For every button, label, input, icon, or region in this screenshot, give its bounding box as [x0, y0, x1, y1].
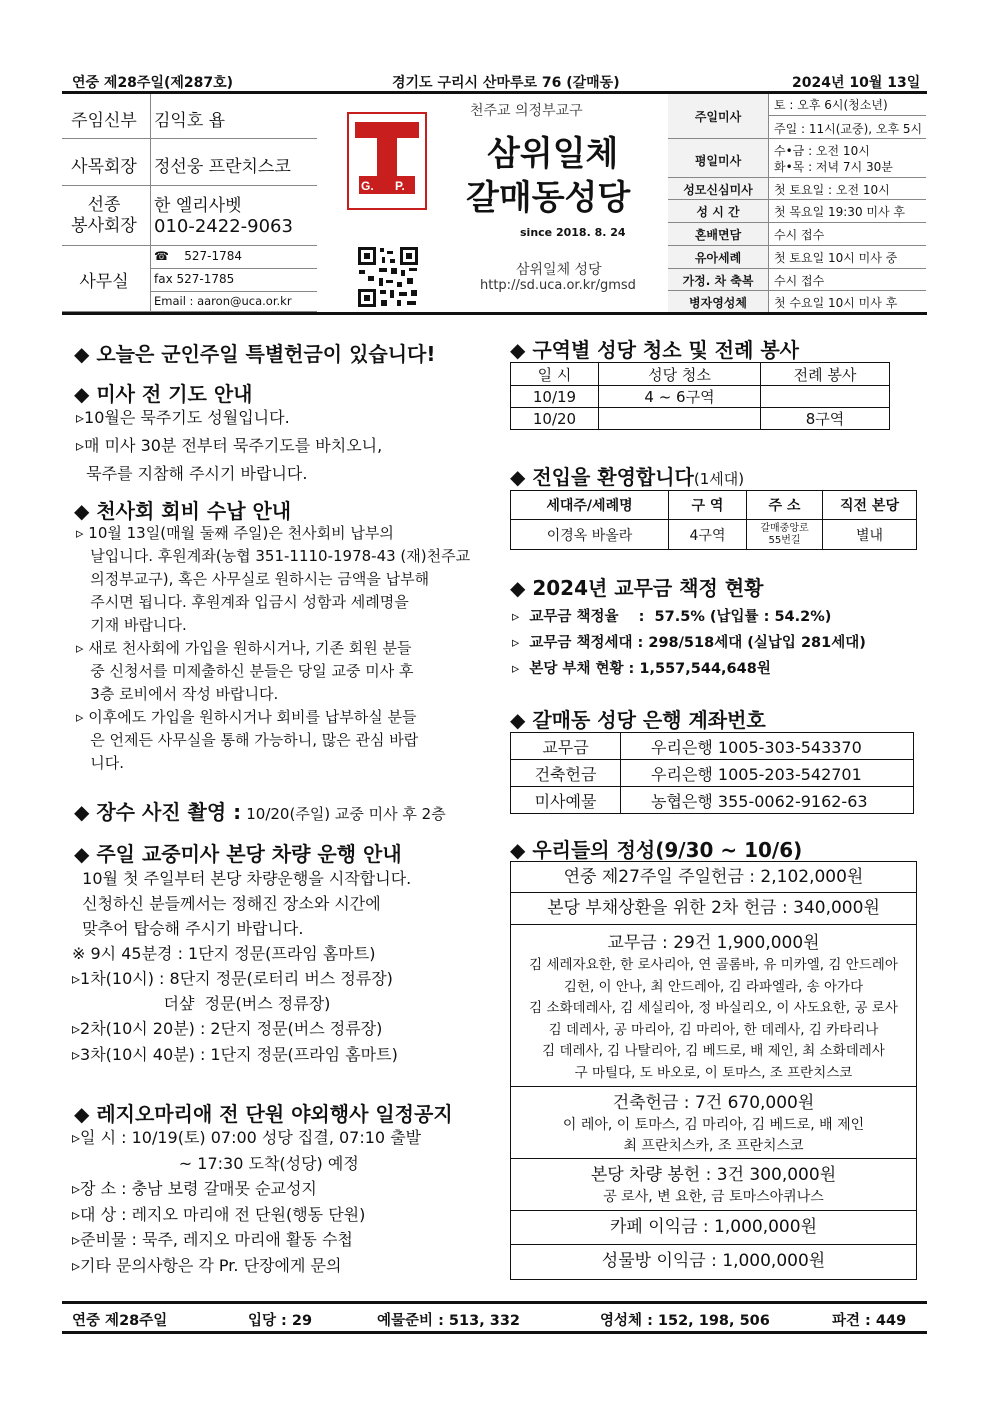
schedule-label: 평일미사: [694, 154, 742, 168]
text-line: 10월 첫 주일부터 본당 차량운행을 시작합니다.: [72, 869, 412, 888]
text-line: 주시면 됩니다. 후원계좌 입금시 성함과 세례명을: [76, 593, 409, 611]
table-header: 주 소: [747, 491, 823, 520]
mass-schedule: [668, 94, 926, 312]
text-line: 묵주를 지참해 주시기 바랍니다.: [76, 464, 308, 483]
schedule-value: 첫 토요일 10시 미사 중: [774, 251, 898, 265]
table-cell: 8구역: [761, 408, 890, 430]
schedule-value: 화•목 : 저녁 7시 30분: [774, 160, 893, 174]
staff-row-priest: [62, 94, 317, 139]
church-logo: [347, 112, 427, 210]
text-line: 더샾 정문(버스 정류장): [72, 994, 331, 1013]
text-line: ▹준비물 : 묵주, 레지오 마리애 활동 수첩: [72, 1230, 353, 1249]
text-line: 은 언제든 사무실을 통해 가능하니, 많은 관심 바랍: [76, 731, 419, 749]
table-cell: 교무금: [511, 733, 621, 760]
table-cell: 이경옥 바올라: [511, 520, 669, 550]
donor-line: 이 레아, 이 토마스, 김 마리아, 김 베드로, 배 제인: [562, 1117, 865, 1133]
footer-communion: 영성체 : 152, 198, 506: [600, 1313, 770, 1329]
donor-line: 구 마틸다, 도 바오로, 이 토마스, 조 프란치스코: [574, 1064, 853, 1081]
table-cell: 4구역: [669, 520, 747, 550]
cleaning-table: [510, 362, 890, 430]
offering-debt: 본당 부채상환을 위한 2차 헌금 : 340,000원: [511, 893, 916, 925]
donor-line: 김 소화데레사, 김 세실리아, 정 바실리오, 이 사도요한, 공 로사: [529, 1000, 898, 1016]
table-header: 세대주/세례명: [511, 491, 669, 520]
text-line: ※ 9시 45분경 : 1단지 정문(프라임 홈마트): [72, 944, 376, 963]
table-cell: 건축헌금: [511, 760, 621, 787]
table-cell: 별내: [823, 520, 917, 550]
newcomers-table: [510, 490, 917, 550]
text-line: ▹기타 문의사항은 각 Pr. 단장에게 문의: [72, 1255, 342, 1275]
table-header: 구 역: [669, 491, 747, 520]
table-cell: 농협은행 355-0062-9162-63: [621, 787, 914, 814]
section-dues-body: [512, 604, 866, 682]
founded-date: since 2018. 8. 24: [520, 226, 626, 239]
offering-dues: [511, 925, 916, 1087]
schedule-value: 첫 목요일 19:30 미사 후: [774, 205, 905, 219]
text-line: 기재 바랍니다.: [76, 616, 187, 634]
schedule-label: 성모신심미사: [683, 183, 753, 197]
table-cell: 미사예물: [511, 787, 621, 814]
staff-value: 정선웅 프란치스코: [154, 157, 291, 177]
schedule-value: 수시 접수: [774, 274, 825, 288]
issue-number: 연중 제28주일(제287호): [72, 75, 234, 91]
schedule-value: 첫 수요일 10시 미사 후: [774, 296, 898, 310]
footer-stats: [62, 1306, 927, 1330]
telephone-icon: ☎: [154, 249, 169, 263]
section-legio-body: [72, 1125, 421, 1278]
diocese-name: 천주교 의정부교구: [470, 103, 583, 119]
offering-cafe: 카페 이익금 : 1,000,000원: [511, 1211, 916, 1245]
church-name-1: 삼위일체: [487, 134, 619, 174]
section-legio-title: ◆ 레지오마리애 전 단원 야외행사 일정공지: [74, 1102, 453, 1126]
donor-line: 김 세레자요한, 한 로사리아, 연 골롬바, 유 미카엘, 김 안드레아: [529, 957, 898, 973]
schedule-value: 주일 : 11시(교중), 오후 5시: [774, 122, 923, 136]
text-line: 3층 로비에서 작성 바랍니다.: [76, 685, 279, 703]
offering-dues-title: 교무금 : 29건 1,900,000원: [607, 933, 820, 953]
schedule-label: 가정. 차 축복: [682, 274, 754, 288]
footer-bottom-rule: [62, 1331, 927, 1334]
church-name-2: 갈매동성당: [466, 178, 631, 218]
footer-week: 연중 제28주일: [72, 1313, 168, 1329]
notice-special-collection: ◆ 오늘은 군인주일 특별헌금이 있습니다!: [74, 342, 436, 366]
footer-offertory: 예물준비 : 513, 332: [377, 1313, 521, 1329]
text-line: 중 신청서를 미제출하신 분들은 당일 교중 미사 후: [76, 662, 414, 680]
offerings-box: [510, 861, 917, 1280]
bank-accounts-table: [510, 732, 914, 814]
table-row: [511, 787, 914, 814]
text-line: ▹3차(10시 40분) : 1단지 정문(프라임 홈마트): [72, 1045, 398, 1064]
offering-building-title: 건축헌금 : 7건 670,000원: [612, 1093, 815, 1113]
schedule-value: 토 : 오후 6시(청소년): [774, 98, 888, 112]
text-line: 신청하신 분들께서는 정해진 장소와 시간에: [72, 894, 381, 913]
table-cell: 4 ~ 6구역: [599, 386, 761, 408]
donor-line: 김 데레사, 공 마리아, 김 마리아, 한 데레사, 김 카타리나: [548, 1021, 879, 1038]
text-line: ▹매 미사 30분 전부터 묵주기도를 바치오니,: [76, 436, 383, 455]
section-photo: [74, 796, 446, 825]
section-shuttle-title: ◆ 주일 교중미사 본당 차량 운행 안내: [74, 842, 402, 866]
section-photo-detail: 10/20(주일) 교중 미사 후 2층: [246, 805, 446, 823]
table-cell: 우리은행 1005-303-543370: [621, 733, 914, 760]
table-row: [511, 760, 914, 787]
footer-entrance: 입당 : 29: [248, 1313, 313, 1329]
staff-row-funeral: [62, 186, 317, 246]
schedule-label: 주일미사: [694, 110, 742, 124]
table-row: [511, 408, 890, 430]
text-line: ▹대 상 : 레지오 마리애 전 단원(행동 단원): [72, 1204, 366, 1224]
schedule-label: 유아세례: [694, 251, 742, 265]
text-line: ▹장 소 : 충남 보령 갈매못 순교성지: [72, 1179, 317, 1198]
issue-date: 2024년 10월 13일: [792, 75, 921, 91]
schedule-label: 병자영성체: [689, 296, 747, 310]
text-line: 의정부교구), 혹은 사무실로 원하시는 금액을 납부해: [76, 570, 430, 588]
offering-building: [511, 1087, 916, 1159]
section-offerings-title: ◆ 우리들의 정성(9/30 ~ 10/6): [510, 838, 803, 862]
offering-vehicle: [511, 1159, 916, 1211]
footer-dismissal: 파견 : 449: [832, 1313, 907, 1329]
section-prayer-body: [76, 406, 382, 486]
offering-giftshop: 성물방 이익금 : 1,000,000원: [601, 1251, 826, 1271]
schedule-value: 수•금 : 오전 10시: [774, 144, 870, 158]
section-angels-title: ◆ 천사회 회비 수납 안내: [74, 499, 292, 523]
text-line: 날입니다. 후원계좌(농협 351-1110-1978-43 (재)천주교: [76, 547, 471, 565]
text-line: 맞추어 탑승해 주시기 바랍니다.: [72, 919, 304, 938]
schedule-value: 첫 토요일 : 오전 10시: [774, 183, 890, 197]
staff-label: 선종 봉사회장: [71, 195, 137, 236]
qr-code-icon[interactable]: [357, 246, 419, 308]
header-divider: [62, 312, 927, 315]
site-name: 삼위일체 성당: [516, 262, 602, 278]
top-bar: [62, 70, 927, 92]
text-line: ▹ 이후에도 가입을 원하시거나 회비를 납부하실 분들: [76, 708, 417, 726]
offering-vehicle-title: 본당 차량 봉헌 : 3건 300,000원: [590, 1165, 837, 1185]
text-line: ~ 17:30 도착(성당) 예정: [72, 1153, 359, 1173]
site-url[interactable]: http://sd.uca.or.kr/gmsd: [480, 278, 636, 293]
staff-label: 사목회장: [71, 157, 137, 177]
donor-line: 최 프란치스카, 조 프란치스코: [623, 1138, 804, 1154]
table-cell: 10/20: [511, 408, 599, 430]
office-label: 사무실: [79, 272, 129, 292]
offering-sunday: 연중 제27주일 주일헌금 : 2,102,000원: [511, 862, 916, 893]
church-address: 경기도 구리시 산마루로 76 (갈매동): [392, 75, 620, 91]
office-phone-line: [154, 249, 242, 263]
table-row: [511, 386, 890, 408]
table-header: 일 시: [511, 363, 599, 386]
staff-label: 주임신부: [71, 111, 137, 131]
office-email[interactable]: Email : aaron@uca.or.kr: [154, 294, 292, 308]
logo-letter-g: G.: [361, 179, 374, 193]
table-cell: 갈매중앙로 55번길: [747, 520, 823, 550]
schedule-label: 성 시 간: [696, 205, 740, 219]
donor-line: 김 데레사, 김 나탈리아, 김 베드로, 배 제인, 최 소화데레사: [542, 1043, 885, 1059]
table-row: [511, 733, 914, 760]
table-header: 성당 청소: [599, 363, 761, 386]
donor-line: 공 로사, 변 요한, 금 토마스아퀴나스: [603, 1189, 824, 1205]
section-shuttle-body: [72, 866, 411, 1068]
text-line: ▹ 교무금 책정세대 : 298/518세대 (실납입 281세대): [512, 635, 866, 651]
text-line: ▹ 새로 천사회에 가입을 원하시거나, 기존 회원 분들: [76, 639, 412, 657]
section-welcome: [510, 461, 744, 490]
office-phone: 527-1784: [184, 249, 242, 263]
office-fax: fax 527-1785: [154, 272, 235, 286]
section-photo-title: ◆ 장수 사진 촬영 :: [74, 800, 242, 824]
table-row: [511, 520, 917, 550]
donor-line: 김헌, 이 안나, 최 안드레아, 김 라파엘라, 송 아가다: [563, 978, 864, 995]
section-welcome-count: (1세대): [693, 470, 745, 488]
text-line: ▹1차(10시) : 8단지 정문(로터리 버스 정류장): [72, 969, 393, 988]
table-cell: [761, 386, 890, 408]
text-line: ▹2차(10시 20분) : 2단지 정문(버스 정류장): [72, 1019, 383, 1038]
staff-value: 김익호 욥: [154, 111, 226, 131]
footer-top-rule: [62, 1301, 927, 1304]
text-line: ▹10월은 묵주기도 성월입니다.: [76, 408, 290, 427]
text-line: ▹일 시 : 10/19(토) 07:00 성당 집결, 07:10 출발: [72, 1128, 422, 1147]
table-cell: [599, 408, 761, 430]
section-angels-body: [76, 522, 470, 775]
office-block: [62, 246, 317, 312]
logo-letter-p: P.: [395, 179, 405, 193]
section-welcome-title: ◆ 전입을 환영합니다: [510, 465, 694, 489]
table-cell: 10/19: [511, 386, 599, 408]
section-prayer-title: ◆ 미사 전 기도 안내: [74, 382, 253, 406]
staff-row-council: [62, 139, 317, 186]
text-line: ▹ 10월 13일(매월 둘째 주일)은 천사회비 납부의: [76, 524, 394, 542]
text-line: ▹ 교무금 책정율 : 57.5% (납입률 : 54.2%): [512, 609, 832, 625]
staff-value: 한 엘리사벳: [154, 196, 242, 216]
table-header: 직전 본당: [823, 491, 917, 520]
table-header: 전례 봉사: [761, 363, 890, 386]
schedule-label: 혼배면담: [694, 228, 742, 242]
schedule-value: 수시 접수: [774, 228, 825, 242]
text-line: 니다.: [76, 754, 125, 772]
section-dues-title: ◆ 2024년 교무금 책정 현황: [510, 576, 764, 600]
section-cleaning-title: ◆ 구역별 성당 청소 및 전례 봉사: [510, 338, 799, 362]
staff-phone: 010-2422-9063: [154, 216, 293, 237]
table-cell: 우리은행 1005-203-542701: [621, 760, 914, 787]
section-bank-title: ◆ 갈매동 성당 은행 계좌번호: [510, 708, 766, 732]
text-line: ▹ 본당 부채 현황 : 1,557,544,648원: [512, 661, 771, 677]
